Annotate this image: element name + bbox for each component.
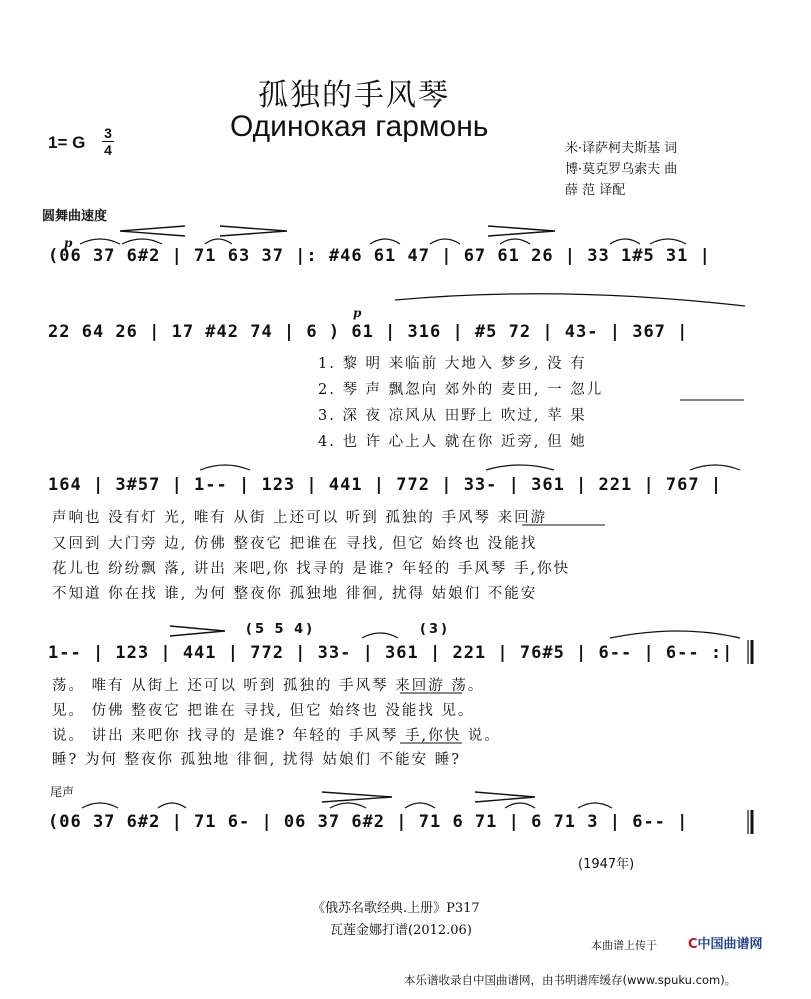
staff-line-2: 22 64 26 | 17 #42 74 | 6 ) 61 | 316 | #5 72 | 43- | 367 | — [48, 322, 689, 342]
slur — [395, 294, 745, 306]
tie — [610, 631, 740, 638]
upload-note: 本曲谱上传于 — [591, 939, 657, 952]
lyric-a-2: 又回到 大门旁 边, 仿佛 整夜它 把谁在 寻找, 但它 始终也 没能找 — [52, 536, 538, 552]
decrescendo-hairpin — [170, 626, 225, 636]
lyric-a-1: 声响也 没有灯 光, 唯有 从街 上还可以 听到 孤独的 手风琴 来回游 — [52, 510, 548, 526]
key-signature: 1= G — [48, 133, 86, 152]
staff-line-4: 1-- | 123 | 441 | 772 | 33- | 361 | 221 | 76#5 | 6-- | 6-- :| — [48, 643, 734, 663]
outro-label: 尾声 — [50, 785, 75, 799]
slur — [158, 803, 186, 808]
alternate-notes-left: (5 5 4) — [246, 622, 316, 637]
slur — [405, 803, 435, 808]
tie — [200, 465, 250, 470]
staff-line-1: (06 37 6#2 | 71 63 37 |: #46 61 47 | 67 61 26 | 33 1#5 31 | — [48, 246, 711, 266]
verse-intro-2: 2. 琴 声 飘忽向 郊外的 麦田, 一 忽儿 — [318, 382, 604, 398]
crescendo-hairpin — [488, 226, 555, 236]
lyricist-credit: 米·译萨柯夫斯基 词 — [565, 141, 678, 156]
composition-year: (1947年) — [578, 857, 635, 872]
lyric-b-1: 荡。 唯有 从街上 还可以 听到 孤独的 手风琴 来回游 荡。 — [52, 678, 485, 694]
slur — [205, 239, 232, 244]
verse-intro-4: 4. 也 许 心上人 就在你 近旁, 但 她 — [318, 434, 587, 450]
crescendo-hairpin — [475, 792, 535, 802]
slur — [82, 803, 118, 808]
time-signature-denominator: 4 — [104, 142, 112, 158]
dynamic-marking-verse: p — [353, 306, 362, 320]
site-logo-text: 中国曲谱网 — [697, 937, 763, 952]
slur — [578, 803, 612, 808]
lyric-a-3: 花儿也 纷纷飘 落, 讲出 来吧,你 找寻的 是谁? 年轻的 手风琴 手,你快 — [52, 561, 571, 577]
slur — [430, 239, 460, 244]
crescendo-hairpin — [220, 226, 287, 236]
decrescendo-hairpin — [322, 792, 392, 802]
slur — [500, 239, 530, 244]
slur — [122, 239, 162, 244]
slur — [80, 239, 120, 244]
staff-outro: (06 37 6#2 | 71 6- | 06 37 6#2 | 71 6 71 | 6 71 3 | 6-- | — [48, 812, 689, 832]
song-title-chinese: 孤独的手风琴 — [258, 78, 450, 113]
source-reference: 《俄苏名歌经典.上册》P317 — [312, 901, 480, 916]
arranger-credit: 薛 范 译配 — [565, 183, 626, 198]
slur — [486, 465, 554, 470]
footer-note: 本乐谱收录自中国曲谱网，由书明谱库缓存(www.spuku.com)。 — [404, 973, 737, 987]
time-signature-numerator: 3 — [104, 125, 112, 141]
slur — [370, 239, 400, 244]
slur — [690, 465, 740, 470]
slur — [650, 239, 686, 244]
decrescendo-hairpin — [120, 226, 185, 236]
slur — [505, 803, 535, 808]
slur — [362, 633, 398, 638]
lyric-b-3: 说。 讲出 来吧你 找寻的 是谁? 年轻的 手风琴 手,你快 说。 — [52, 728, 501, 744]
lyric-b-2: 见。 仿佛 整夜它 把谁在 寻找, 但它 始终也 没能找 见。 — [52, 703, 475, 719]
song-title-russian: Одинокая гармонь — [230, 110, 489, 143]
dynamic-marking-intro: p — [64, 236, 73, 250]
site-logo-mark: C — [688, 937, 698, 952]
slur — [610, 239, 640, 244]
staff-line-3: 164 | 3#57 | 1-- | 123 | 441 | 772 | 33- | 361 | 221 | 767 | — [48, 475, 723, 495]
lyric-a-4: 不知道 你在找 谁, 为何 整夜你 孤独地 徘徊, 扰得 姑娘们 不能安 — [52, 586, 538, 602]
verse-intro-3: 3. 深 夜 凉风从 田野上 吹过, 苹 果 — [318, 408, 587, 424]
composer-credit: 博·莫克罗乌索夫 曲 — [565, 162, 678, 177]
typist-credit: 瓦莲金娜打谱(2012.06) — [330, 923, 472, 938]
tempo-marking: 圆舞曲速度 — [42, 209, 108, 224]
lyric-b-4: 睡? 为何 整夜你 孤独地 徘徊, 扰得 姑娘们 不能安 睡? — [52, 752, 462, 768]
slur — [330, 803, 366, 808]
verse-intro-1: 1. 黎 明 来临前 大地入 梦乡, 没 有 — [318, 356, 587, 372]
alternate-notes-right: (3) — [420, 622, 450, 637]
